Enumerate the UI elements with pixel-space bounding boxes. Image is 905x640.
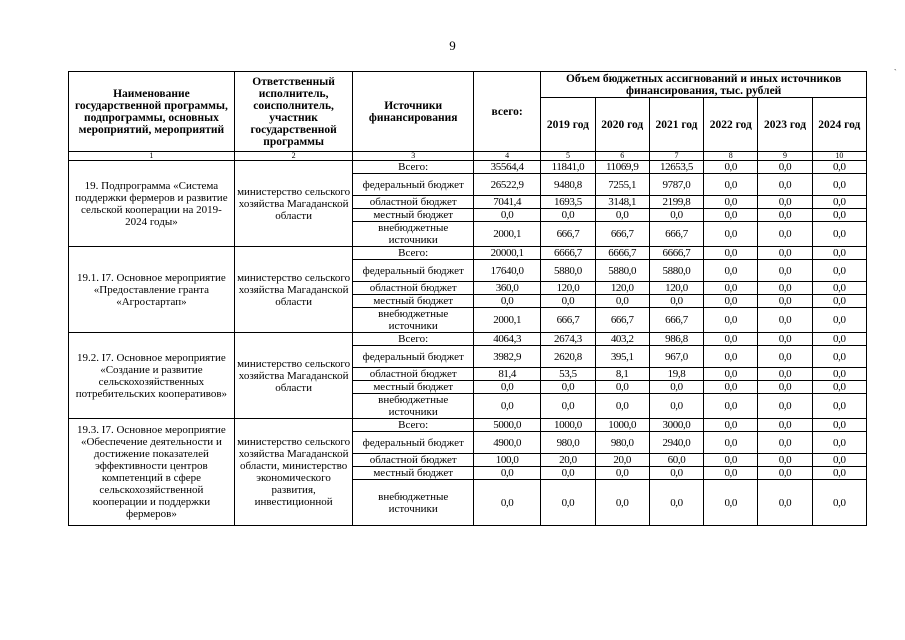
column-number: 2 (234, 152, 353, 161)
column-number: 10 (812, 152, 866, 161)
table-row (69, 247, 867, 260)
year-value-cell: 0,0 (758, 209, 812, 222)
year-value-cell: 666,7 (649, 308, 703, 333)
funding-source-cell: Всего: (353, 161, 474, 174)
funding-source-cell: местный бюджет (353, 467, 474, 480)
funding-source-cell: местный бюджет (353, 295, 474, 308)
year-value-cell: 986,8 (649, 333, 703, 346)
executor-cell: министерство сельского хозяйства Магаданской области (234, 333, 353, 419)
year-value-cell: 0,0 (812, 394, 866, 419)
year-value-cell: 0,0 (758, 467, 812, 480)
header-executor: Ответственный исполнитель, соисполнитель, участник государственной программы (234, 72, 353, 152)
year-value-cell: 0,0 (758, 419, 812, 432)
funding-source-cell: федеральный бюджет (353, 174, 474, 196)
column-number: 7 (649, 152, 703, 161)
year-value-cell: 0,0 (704, 454, 758, 467)
year-value-cell: 0,0 (812, 209, 866, 222)
column-number: 9 (758, 152, 812, 161)
year-value-cell: 120,0 (541, 282, 595, 295)
year-value-cell: 5880,0 (541, 260, 595, 282)
year-value-cell: 0,0 (758, 247, 812, 260)
year-value-cell: 0,0 (595, 209, 649, 222)
year-value-cell: 0,0 (812, 368, 866, 381)
year-value-cell: 6666,7 (541, 247, 595, 260)
year-value-cell: 0,0 (704, 260, 758, 282)
year-value-cell: 0,0 (649, 381, 703, 394)
year-value-cell: 0,0 (758, 174, 812, 196)
year-value-cell: 0,0 (704, 333, 758, 346)
total-value-cell: 26522,9 (473, 174, 540, 196)
table-body (69, 161, 867, 526)
year-value-cell: 0,0 (704, 381, 758, 394)
year-value-cell: 666,7 (649, 222, 703, 247)
year-value-cell: 0,0 (812, 247, 866, 260)
year-value-cell: 0,0 (541, 295, 595, 308)
year-value-cell: 0,0 (812, 222, 866, 247)
year-value-cell: 0,0 (704, 346, 758, 368)
year-value-cell: 1693,5 (541, 196, 595, 209)
year-value-cell: 0,0 (758, 333, 812, 346)
year-value-cell: 120,0 (649, 282, 703, 295)
column-number: 1 (69, 152, 235, 161)
year-value-cell: 0,0 (704, 368, 758, 381)
year-value-cell: 666,7 (595, 308, 649, 333)
year-value-cell: 0,0 (812, 432, 866, 454)
program-name-cell: 19. Подпрограмма «Система поддержки фермеров и развитие сельской кооперации на 2019-2024 годы» (69, 161, 235, 247)
year-value-cell: 0,0 (812, 480, 866, 526)
year-value-cell: 0,0 (812, 454, 866, 467)
year-value-cell: 0,0 (649, 480, 703, 526)
year-value-cell: 0,0 (704, 209, 758, 222)
year-value-cell: 0,0 (812, 196, 866, 209)
year-value-cell: 0,0 (758, 394, 812, 419)
year-value-cell: 980,0 (595, 432, 649, 454)
page-number: 9 (449, 38, 456, 53)
year-value-cell: 0,0 (704, 282, 758, 295)
column-number-row (69, 152, 867, 161)
year-value-cell: 0,0 (595, 394, 649, 419)
year-value-cell: 0,0 (812, 260, 866, 282)
year-value-cell: 0,0 (812, 346, 866, 368)
funding-source-cell: Всего: (353, 247, 474, 260)
year-value-cell: 0,0 (812, 333, 866, 346)
total-value-cell: 35564,4 (473, 161, 540, 174)
year-value-cell: 2199,8 (649, 196, 703, 209)
year-value-cell: 0,0 (758, 196, 812, 209)
year-value-cell: 666,7 (541, 222, 595, 247)
total-value-cell: 2000,1 (473, 222, 540, 247)
year-value-cell: 6666,7 (649, 247, 703, 260)
year-value-cell: 20,0 (595, 454, 649, 467)
header-years-group: Объем бюджетных ассигнований и иных источников финансирования, тыс. рублей (541, 72, 867, 98)
table-header (69, 72, 867, 161)
total-value-cell: 3982,9 (473, 346, 540, 368)
year-value-cell: 11841,0 (541, 161, 595, 174)
year-value-cell: 0,0 (704, 480, 758, 526)
year-value-cell: 0,0 (704, 419, 758, 432)
year-value-cell: 0,0 (704, 394, 758, 419)
year-value-cell: 2940,0 (649, 432, 703, 454)
program-name-cell: 19.1. I7. Основное мероприятие «Предоставление гранта «Агростартап» (69, 247, 235, 333)
total-value-cell: 7041,4 (473, 196, 540, 209)
year-value-cell: 0,0 (541, 381, 595, 394)
year-value-cell: 0,0 (541, 480, 595, 526)
funding-source-cell: Всего: (353, 419, 474, 432)
total-value-cell: 0,0 (473, 381, 540, 394)
year-value-cell: 6666,7 (595, 247, 649, 260)
year-value-cell: 967,0 (649, 346, 703, 368)
year-value-cell: 0,0 (704, 432, 758, 454)
executor-cell: министерство сельского хозяйства Магаданской области (234, 247, 353, 333)
year-value-cell: 0,0 (812, 308, 866, 333)
total-value-cell: 0,0 (473, 295, 540, 308)
total-value-cell: 100,0 (473, 454, 540, 467)
year-value-cell: 0,0 (758, 454, 812, 467)
year-value-cell: 0,0 (595, 381, 649, 394)
funding-source-cell: областной бюджет (353, 454, 474, 467)
header-year: 2020 год (595, 98, 649, 152)
year-value-cell: 0,0 (541, 467, 595, 480)
total-value-cell: 5000,0 (473, 419, 540, 432)
funding-source-cell: областной бюджет (353, 282, 474, 295)
header-year: 2021 год (649, 98, 703, 152)
funding-source-cell: федеральный бюджет (353, 346, 474, 368)
header-year: 2023 год (758, 98, 812, 152)
year-value-cell: 0,0 (812, 174, 866, 196)
total-value-cell: 0,0 (473, 480, 540, 526)
year-value-cell: 20,0 (541, 454, 595, 467)
year-value-cell: 0,0 (758, 381, 812, 394)
year-value-cell: 395,1 (595, 346, 649, 368)
program-name-cell: 19.2. I7. Основное мероприятие «Создание и развитие сельскохозяйственных потребительских кооперативов» (69, 333, 235, 419)
year-value-cell: 0,0 (758, 308, 812, 333)
year-value-cell: 3000,0 (649, 419, 703, 432)
year-value-cell: 0,0 (649, 209, 703, 222)
column-number: 6 (595, 152, 649, 161)
year-value-cell: 12653,5 (649, 161, 703, 174)
year-value-cell: 0,0 (704, 222, 758, 247)
year-value-cell: 980,0 (541, 432, 595, 454)
year-value-cell: 0,0 (541, 209, 595, 222)
column-number: 4 (473, 152, 540, 161)
year-value-cell: 19,8 (649, 368, 703, 381)
year-value-cell: 403,2 (595, 333, 649, 346)
year-value-cell: 0,0 (758, 295, 812, 308)
executor-cell: министерство сельского хозяйства Магаданской области (234, 161, 353, 247)
header-sources: Источники финансирования (353, 72, 474, 152)
year-value-cell: 666,7 (541, 308, 595, 333)
table-row (69, 419, 867, 432)
funding-source-cell: местный бюджет (353, 209, 474, 222)
header-year: 2019 год (541, 98, 595, 152)
year-value-cell: 60,0 (649, 454, 703, 467)
year-value-cell: 2674,3 (541, 333, 595, 346)
year-value-cell: 0,0 (758, 368, 812, 381)
year-value-cell: 0,0 (704, 467, 758, 480)
funding-source-cell: Всего: (353, 333, 474, 346)
total-value-cell: 360,0 (473, 282, 540, 295)
year-value-cell: 0,0 (595, 295, 649, 308)
year-value-cell: 5880,0 (649, 260, 703, 282)
year-value-cell: 0,0 (758, 260, 812, 282)
funding-source-cell: внебюджетные источники (353, 480, 474, 526)
year-value-cell: 0,0 (704, 196, 758, 209)
year-value-cell: 0,0 (704, 174, 758, 196)
total-value-cell: 4064,3 (473, 333, 540, 346)
year-value-cell: 0,0 (595, 480, 649, 526)
year-value-cell: 0,0 (812, 419, 866, 432)
program-name-cell: 19.3. I7. Основное мероприятие «Обеспечение деятельности и достижение показателей эффективности центров компетенций в сфере сельскохозяйственной кооперации и поддержки фермеров» (69, 419, 235, 526)
year-value-cell: 0,0 (541, 394, 595, 419)
year-value-cell: 3148,1 (595, 196, 649, 209)
column-number: 3 (353, 152, 474, 161)
column-number: 8 (704, 152, 758, 161)
year-value-cell: 0,0 (704, 295, 758, 308)
funding-source-cell: федеральный бюджет (353, 260, 474, 282)
budget-table (68, 71, 867, 526)
funding-source-cell: областной бюджет (353, 368, 474, 381)
year-value-cell: 0,0 (704, 308, 758, 333)
year-value-cell: 0,0 (649, 467, 703, 480)
year-value-cell: 7255,1 (595, 174, 649, 196)
total-value-cell: 0,0 (473, 394, 540, 419)
total-value-cell: 0,0 (473, 209, 540, 222)
year-value-cell: 1000,0 (595, 419, 649, 432)
year-value-cell: 5880,0 (595, 260, 649, 282)
year-value-cell: 0,0 (812, 282, 866, 295)
year-value-cell: 0,0 (758, 346, 812, 368)
table-row (69, 333, 867, 346)
year-value-cell: 0,0 (704, 161, 758, 174)
year-value-cell: 666,7 (595, 222, 649, 247)
total-value-cell: 0,0 (473, 467, 540, 480)
year-value-cell: 0,0 (649, 295, 703, 308)
margin-mark: ˏ (893, 60, 897, 71)
year-value-cell: 0,0 (704, 247, 758, 260)
year-value-cell: 2620,8 (541, 346, 595, 368)
year-value-cell: 0,0 (649, 394, 703, 419)
year-value-cell: 1000,0 (541, 419, 595, 432)
year-value-cell: 0,0 (758, 480, 812, 526)
funding-source-cell: внебюджетные источники (353, 394, 474, 419)
year-value-cell: 8,1 (595, 368, 649, 381)
year-value-cell: 0,0 (758, 282, 812, 295)
year-value-cell: 120,0 (595, 282, 649, 295)
year-value-cell: 9480,8 (541, 174, 595, 196)
funding-source-cell: внебюджетные источники (353, 308, 474, 333)
year-value-cell: 0,0 (595, 467, 649, 480)
table-row (69, 161, 867, 174)
header-year: 2022 год (704, 98, 758, 152)
header-name: Наименование государственной программы, подпрограммы, основных мероприятий, мероприятий (69, 72, 235, 152)
total-value-cell: 4900,0 (473, 432, 540, 454)
year-value-cell: 11069,9 (595, 161, 649, 174)
header-year: 2024 год (812, 98, 866, 152)
total-value-cell: 81,4 (473, 368, 540, 381)
year-value-cell: 53,5 (541, 368, 595, 381)
funding-source-cell: областной бюджет (353, 196, 474, 209)
total-value-cell: 17640,0 (473, 260, 540, 282)
funding-source-cell: местный бюджет (353, 381, 474, 394)
year-value-cell: 9787,0 (649, 174, 703, 196)
total-value-cell: 20000,1 (473, 247, 540, 260)
header-total: всего: (473, 72, 540, 152)
year-value-cell: 0,0 (812, 161, 866, 174)
year-value-cell: 0,0 (758, 432, 812, 454)
year-value-cell: 0,0 (812, 467, 866, 480)
total-value-cell: 2000,1 (473, 308, 540, 333)
column-number: 5 (541, 152, 595, 161)
year-value-cell: 0,0 (812, 381, 866, 394)
executor-cell: министерство сельского хозяйства Магаданской области, министерство экономического развития, инвестиционной (234, 419, 353, 526)
year-value-cell: 0,0 (758, 161, 812, 174)
funding-source-cell: внебюджетные источники (353, 222, 474, 247)
year-value-cell: 0,0 (812, 295, 866, 308)
funding-source-cell: федеральный бюджет (353, 432, 474, 454)
year-value-cell: 0,0 (758, 222, 812, 247)
